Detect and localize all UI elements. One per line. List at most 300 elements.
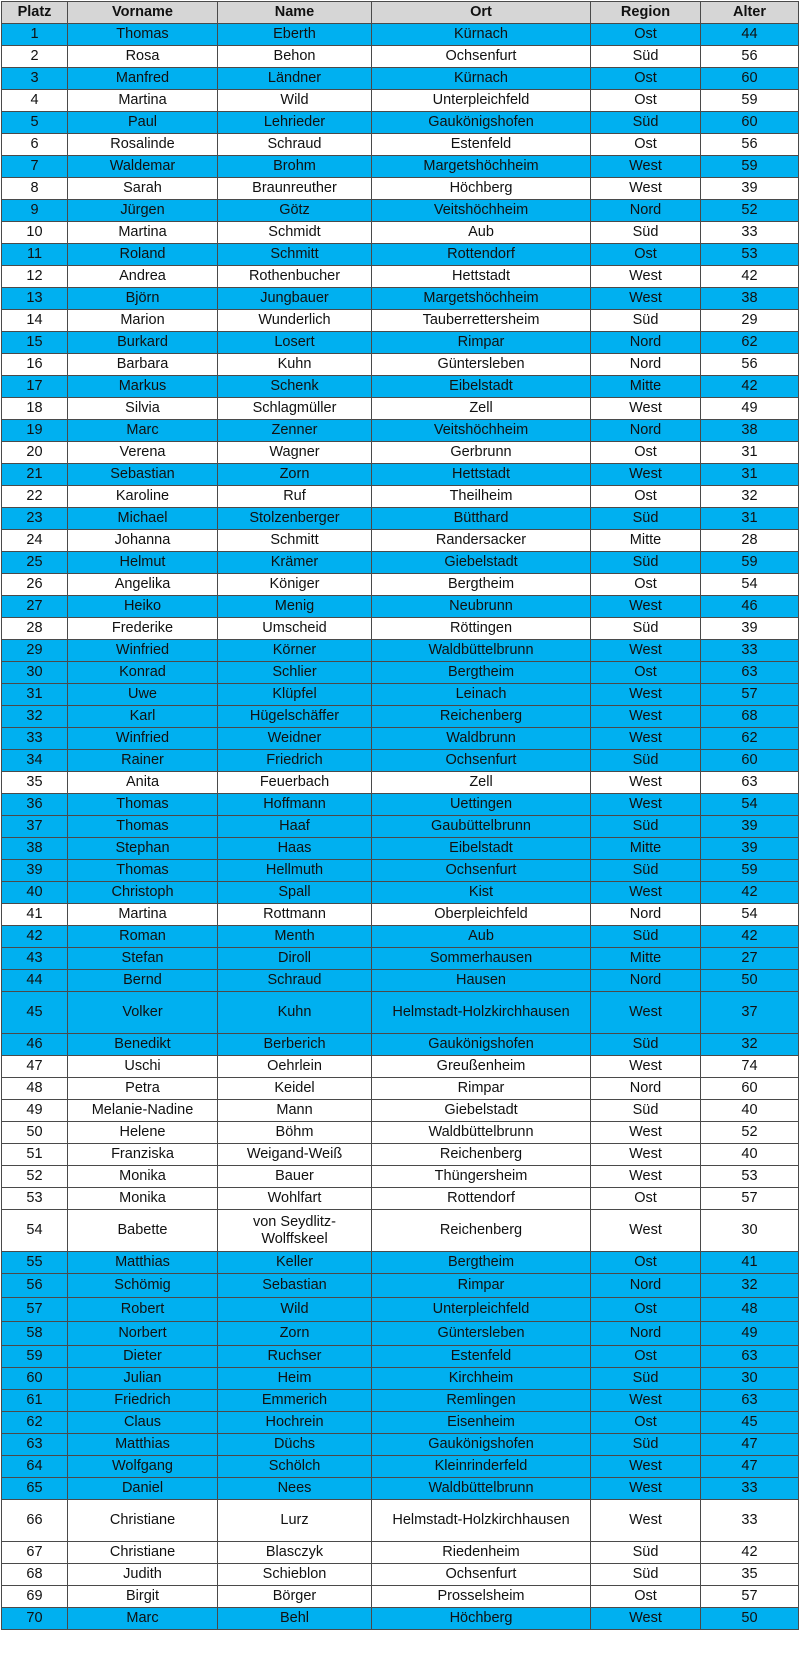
cell-platz[interactable]: 26 [2,574,68,596]
cell-region[interactable]: Nord [591,1322,701,1346]
cell-alter[interactable]: 30 [701,1368,799,1390]
cell-name[interactable]: Zorn [218,464,372,486]
cell-name[interactable]: Rottmann [218,904,372,926]
cell-vorname[interactable]: Petra [68,1078,218,1100]
cell-region[interactable]: West [591,1390,701,1412]
cell-alter[interactable]: 60 [701,68,799,90]
cell-platz[interactable]: 37 [2,816,68,838]
cell-name[interactable]: Schraud [218,970,372,992]
cell-name[interactable]: Eberth [218,24,372,46]
cell-platz[interactable]: 21 [2,464,68,486]
cell-platz[interactable]: 47 [2,1056,68,1078]
cell-ort[interactable]: Riedenheim [372,1542,591,1564]
cell-name[interactable]: Götz [218,200,372,222]
cell-platz[interactable]: 18 [2,398,68,420]
cell-ort[interactable]: Gaukönigshofen [372,112,591,134]
cell-vorname[interactable]: Melanie-Nadine [68,1100,218,1122]
cell-vorname[interactable]: Silvia [68,398,218,420]
cell-name[interactable]: Umscheid [218,618,372,640]
cell-alter[interactable]: 40 [701,1100,799,1122]
cell-region[interactable]: West [591,882,701,904]
cell-vorname[interactable]: Anita [68,772,218,794]
cell-platz[interactable]: 27 [2,596,68,618]
cell-vorname[interactable]: Karl [68,706,218,728]
cell-region[interactable]: Nord [591,1274,701,1298]
cell-name[interactable]: Brohm [218,156,372,178]
cell-name[interactable]: Feuerbach [218,772,372,794]
cell-alter[interactable]: 62 [701,332,799,354]
cell-vorname[interactable]: Stephan [68,838,218,860]
cell-ort[interactable]: Ochsenfurt [372,1564,591,1586]
cell-region[interactable]: Ost [591,134,701,156]
cell-alter[interactable]: 52 [701,1122,799,1144]
cell-region[interactable]: Ost [591,1252,701,1274]
cell-vorname[interactable]: Marion [68,310,218,332]
cell-alter[interactable]: 56 [701,134,799,156]
cell-ort[interactable]: Estenfeld [372,1346,591,1368]
header-vorname[interactable]: Vorname [68,2,218,24]
cell-platz[interactable]: 7 [2,156,68,178]
cell-platz[interactable]: 38 [2,838,68,860]
cell-alter[interactable]: 39 [701,618,799,640]
cell-vorname[interactable]: Martina [68,222,218,244]
cell-alter[interactable]: 32 [701,1034,799,1056]
cell-ort[interactable]: Ochsenfurt [372,46,591,68]
cell-ort[interactable]: Greußenheim [372,1056,591,1078]
cell-platz[interactable]: 56 [2,1274,68,1298]
cell-name[interactable]: Hochrein [218,1412,372,1434]
cell-vorname[interactable]: Rosalinde [68,134,218,156]
cell-platz[interactable]: 14 [2,310,68,332]
cell-vorname[interactable]: Uschi [68,1056,218,1078]
cell-platz[interactable]: 49 [2,1100,68,1122]
cell-name[interactable]: Hoffmann [218,794,372,816]
cell-platz[interactable]: 32 [2,706,68,728]
cell-name[interactable]: Schenk [218,376,372,398]
cell-ort[interactable]: Oberpleichfeld [372,904,591,926]
cell-region[interactable]: West [591,596,701,618]
cell-ort[interactable]: Kist [372,882,591,904]
cell-vorname[interactable]: Wolfgang [68,1456,218,1478]
cell-vorname[interactable]: Benedikt [68,1034,218,1056]
cell-vorname[interactable]: Markus [68,376,218,398]
cell-ort[interactable]: Sommerhausen [372,948,591,970]
cell-ort[interactable]: Eibelstadt [372,838,591,860]
cell-region[interactable]: Ost [591,574,701,596]
cell-name[interactable]: Zenner [218,420,372,442]
cell-name[interactable]: Hellmuth [218,860,372,882]
cell-alter[interactable]: 57 [701,1188,799,1210]
cell-vorname[interactable]: Winfried [68,640,218,662]
cell-name[interactable]: Böhm [218,1122,372,1144]
cell-platz[interactable]: 39 [2,860,68,882]
cell-alter[interactable]: 59 [701,156,799,178]
cell-vorname[interactable]: Schömig [68,1274,218,1298]
cell-alter[interactable]: 46 [701,596,799,618]
cell-alter[interactable]: 56 [701,46,799,68]
cell-alter[interactable]: 39 [701,178,799,200]
cell-region[interactable]: Ost [591,1586,701,1608]
cell-alter[interactable]: 53 [701,1166,799,1188]
cell-region[interactable]: West [591,794,701,816]
cell-region[interactable]: Ost [591,442,701,464]
cell-vorname[interactable]: Björn [68,288,218,310]
cell-ort[interactable]: Gaukönigshofen [372,1434,591,1456]
cell-vorname[interactable]: Monika [68,1188,218,1210]
cell-alter[interactable]: 37 [701,992,799,1034]
cell-vorname[interactable]: Martina [68,904,218,926]
cell-ort[interactable]: Röttingen [372,618,591,640]
cell-ort[interactable]: Zell [372,772,591,794]
cell-ort[interactable]: Margetshöchheim [372,156,591,178]
cell-vorname[interactable]: Norbert [68,1322,218,1346]
cell-platz[interactable]: 19 [2,420,68,442]
cell-alter[interactable]: 50 [701,1608,799,1630]
cell-alter[interactable]: 42 [701,882,799,904]
cell-ort[interactable]: Kirchheim [372,1368,591,1390]
cell-vorname[interactable]: Dieter [68,1346,218,1368]
cell-name[interactable]: Börger [218,1586,372,1608]
cell-alter[interactable]: 62 [701,728,799,750]
cell-alter[interactable]: 42 [701,926,799,948]
cell-region[interactable]: Ost [591,662,701,684]
cell-alter[interactable]: 27 [701,948,799,970]
cell-region[interactable]: West [591,1500,701,1542]
cell-platz[interactable]: 69 [2,1586,68,1608]
cell-region[interactable]: West [591,1478,701,1500]
cell-ort[interactable]: Rimpar [372,1078,591,1100]
cell-region[interactable]: Süd [591,816,701,838]
cell-platz[interactable]: 42 [2,926,68,948]
cell-alter[interactable]: 74 [701,1056,799,1078]
cell-alter[interactable]: 54 [701,794,799,816]
cell-platz[interactable]: 28 [2,618,68,640]
cell-region[interactable]: Süd [591,310,701,332]
cell-region[interactable]: West [591,1210,701,1252]
cell-vorname[interactable]: Burkard [68,332,218,354]
cell-name[interactable]: Ruchser [218,1346,372,1368]
cell-vorname[interactable]: Sebastian [68,464,218,486]
cell-ort[interactable]: Gerbrunn [372,442,591,464]
cell-platz[interactable]: 24 [2,530,68,552]
cell-alter[interactable]: 33 [701,640,799,662]
cell-vorname[interactable]: Waldemar [68,156,218,178]
cell-name[interactable]: Klüpfel [218,684,372,706]
cell-name[interactable]: Sebastian [218,1274,372,1298]
cell-region[interactable]: Ost [591,1298,701,1322]
cell-platz[interactable]: 54 [2,1210,68,1252]
cell-alter[interactable]: 53 [701,244,799,266]
cell-name[interactable]: Ruf [218,486,372,508]
cell-platz[interactable]: 23 [2,508,68,530]
cell-ort[interactable]: Waldbrunn [372,728,591,750]
cell-platz[interactable]: 50 [2,1122,68,1144]
cell-vorname[interactable]: Birgit [68,1586,218,1608]
cell-ort[interactable]: Höchberg [372,1608,591,1630]
cell-vorname[interactable]: Andrea [68,266,218,288]
cell-vorname[interactable]: Volker [68,992,218,1034]
cell-ort[interactable]: Kürnach [372,24,591,46]
cell-region[interactable]: West [591,1166,701,1188]
cell-ort[interactable]: Bergtheim [372,662,591,684]
cell-ort[interactable]: Bergtheim [372,1252,591,1274]
cell-vorname[interactable]: Matthias [68,1252,218,1274]
cell-region[interactable]: Mitte [591,376,701,398]
cell-ort[interactable]: Ochsenfurt [372,860,591,882]
cell-name[interactable]: Schieblon [218,1564,372,1586]
cell-region[interactable]: Nord [591,904,701,926]
cell-platz[interactable]: 9 [2,200,68,222]
cell-name[interactable]: Mann [218,1100,372,1122]
cell-name[interactable]: Bauer [218,1166,372,1188]
cell-vorname[interactable]: Stefan [68,948,218,970]
cell-name[interactable]: Menth [218,926,372,948]
cell-ort[interactable]: Waldbüttelbrunn [372,1478,591,1500]
cell-region[interactable]: Süd [591,1542,701,1564]
cell-vorname[interactable]: Thomas [68,24,218,46]
cell-name[interactable]: Keller [218,1252,372,1274]
cell-platz[interactable]: 25 [2,552,68,574]
cell-ort[interactable]: Helmstadt-Holzkirchhausen [372,1500,591,1542]
cell-alter[interactable]: 44 [701,24,799,46]
cell-alter[interactable]: 59 [701,860,799,882]
cell-vorname[interactable]: Angelika [68,574,218,596]
cell-region[interactable]: Ost [591,1188,701,1210]
cell-platz[interactable]: 5 [2,112,68,134]
cell-ort[interactable]: Randersacker [372,530,591,552]
cell-name[interactable]: Wild [218,1298,372,1322]
cell-alter[interactable]: 49 [701,398,799,420]
cell-vorname[interactable]: Uwe [68,684,218,706]
cell-platz[interactable]: 30 [2,662,68,684]
cell-ort[interactable]: Hettstadt [372,266,591,288]
cell-ort[interactable]: Zell [372,398,591,420]
cell-name[interactable]: Keidel [218,1078,372,1100]
cell-ort[interactable]: Eibelstadt [372,376,591,398]
cell-ort[interactable]: Waldbüttelbrunn [372,640,591,662]
cell-vorname[interactable]: Claus [68,1412,218,1434]
cell-name[interactable]: Kuhn [218,354,372,376]
cell-vorname[interactable]: Sarah [68,178,218,200]
cell-platz[interactable]: 43 [2,948,68,970]
cell-vorname[interactable]: Manfred [68,68,218,90]
cell-name[interactable]: Zorn [218,1322,372,1346]
cell-name[interactable]: Losert [218,332,372,354]
cell-ort[interactable]: Tauberrettersheim [372,310,591,332]
cell-vorname[interactable]: Bernd [68,970,218,992]
cell-vorname[interactable]: Christiane [68,1542,218,1564]
cell-vorname[interactable]: Roman [68,926,218,948]
cell-vorname[interactable]: Franziska [68,1144,218,1166]
cell-platz[interactable]: 3 [2,68,68,90]
cell-region[interactable]: West [591,728,701,750]
cell-platz[interactable]: 15 [2,332,68,354]
cell-alter[interactable]: 47 [701,1434,799,1456]
cell-name[interactable]: Menig [218,596,372,618]
cell-name[interactable]: Schraud [218,134,372,156]
cell-name[interactable]: Hügelschäffer [218,706,372,728]
cell-region[interactable]: Süd [591,112,701,134]
cell-ort[interactable]: Höchberg [372,178,591,200]
cell-ort[interactable]: Leinach [372,684,591,706]
cell-vorname[interactable]: Christiane [68,1500,218,1542]
cell-alter[interactable]: 59 [701,552,799,574]
cell-vorname[interactable]: Barbara [68,354,218,376]
cell-region[interactable]: Süd [591,926,701,948]
cell-ort[interactable]: Bütthard [372,508,591,530]
cell-vorname[interactable]: Thomas [68,794,218,816]
cell-region[interactable]: West [591,772,701,794]
cell-alter[interactable]: 49 [701,1322,799,1346]
cell-name[interactable]: Oehrlein [218,1056,372,1078]
cell-vorname[interactable]: Julian [68,1368,218,1390]
cell-alter[interactable]: 38 [701,420,799,442]
cell-alter[interactable]: 40 [701,1144,799,1166]
header-alter[interactable]: Alter [701,2,799,24]
cell-platz[interactable]: 52 [2,1166,68,1188]
cell-ort[interactable]: Reichenberg [372,1144,591,1166]
cell-name[interactable]: Nees [218,1478,372,1500]
cell-platz[interactable]: 8 [2,178,68,200]
cell-vorname[interactable]: Paul [68,112,218,134]
cell-alter[interactable]: 48 [701,1298,799,1322]
cell-region[interactable]: Süd [591,1368,701,1390]
cell-ort[interactable]: Rimpar [372,332,591,354]
cell-region[interactable]: West [591,1608,701,1630]
cell-name[interactable]: Schmidt [218,222,372,244]
cell-name[interactable]: Braunreuther [218,178,372,200]
cell-platz[interactable]: 10 [2,222,68,244]
cell-region[interactable]: Ost [591,1346,701,1368]
cell-name[interactable]: Wild [218,90,372,112]
cell-platz[interactable]: 57 [2,1298,68,1322]
cell-vorname[interactable]: Thomas [68,860,218,882]
cell-region[interactable]: Süd [591,1564,701,1586]
cell-region[interactable]: Ost [591,68,701,90]
cell-ort[interactable]: Gaubüttelbrunn [372,816,591,838]
cell-region[interactable]: West [591,288,701,310]
cell-alter[interactable]: 63 [701,1390,799,1412]
cell-platz[interactable]: 65 [2,1478,68,1500]
cell-ort[interactable]: Estenfeld [372,134,591,156]
cell-region[interactable]: West [591,640,701,662]
cell-region[interactable]: Süd [591,750,701,772]
cell-alter[interactable]: 59 [701,90,799,112]
cell-platz[interactable]: 63 [2,1434,68,1456]
cell-name[interactable]: Düchs [218,1434,372,1456]
cell-vorname[interactable]: Konrad [68,662,218,684]
cell-platz[interactable]: 17 [2,376,68,398]
cell-platz[interactable]: 60 [2,1368,68,1390]
cell-region[interactable]: Süd [591,618,701,640]
cell-alter[interactable]: 31 [701,442,799,464]
cell-region[interactable]: Nord [591,970,701,992]
cell-vorname[interactable]: Verena [68,442,218,464]
cell-region[interactable]: West [591,684,701,706]
cell-region[interactable]: Mitte [591,530,701,552]
cell-vorname[interactable]: Michael [68,508,218,530]
cell-vorname[interactable]: Friedrich [68,1390,218,1412]
cell-alter[interactable]: 54 [701,574,799,596]
cell-platz[interactable]: 11 [2,244,68,266]
cell-ort[interactable]: Remlingen [372,1390,591,1412]
cell-platz[interactable]: 45 [2,992,68,1034]
header-ort[interactable]: Ort [372,2,591,24]
cell-alter[interactable]: 52 [701,200,799,222]
cell-ort[interactable]: Prosselsheim [372,1586,591,1608]
cell-vorname[interactable]: Judith [68,1564,218,1586]
cell-ort[interactable]: Rimpar [372,1274,591,1298]
cell-platz[interactable]: 22 [2,486,68,508]
cell-platz[interactable]: 68 [2,1564,68,1586]
cell-alter[interactable]: 42 [701,1542,799,1564]
cell-ort[interactable]: Reichenberg [372,1210,591,1252]
cell-platz[interactable]: 35 [2,772,68,794]
cell-region[interactable]: Mitte [591,838,701,860]
cell-vorname[interactable]: Helene [68,1122,218,1144]
header-platz[interactable]: Platz [2,2,68,24]
cell-ort[interactable]: Gaukönigshofen [372,1034,591,1056]
cell-region[interactable]: Ost [591,244,701,266]
cell-platz[interactable]: 53 [2,1188,68,1210]
cell-ort[interactable]: Ochsenfurt [372,750,591,772]
cell-alter[interactable]: 54 [701,904,799,926]
cell-name[interactable]: Friedrich [218,750,372,772]
cell-region[interactable]: Nord [591,354,701,376]
cell-region[interactable]: Mitte [591,948,701,970]
cell-region[interactable]: Nord [591,420,701,442]
cell-ort[interactable]: Güntersleben [372,354,591,376]
cell-platz[interactable]: 46 [2,1034,68,1056]
cell-region[interactable]: Nord [591,1078,701,1100]
cell-vorname[interactable]: Martina [68,90,218,112]
cell-vorname[interactable]: Marc [68,1608,218,1630]
cell-name[interactable]: Jungbauer [218,288,372,310]
cell-platz[interactable]: 55 [2,1252,68,1274]
cell-vorname[interactable]: Rainer [68,750,218,772]
cell-name[interactable]: Emmerich [218,1390,372,1412]
cell-alter[interactable]: 42 [701,376,799,398]
header-name[interactable]: Name [218,2,372,24]
cell-region[interactable]: Ost [591,24,701,46]
cell-vorname[interactable]: Marc [68,420,218,442]
cell-platz[interactable]: 70 [2,1608,68,1630]
cell-name[interactable]: Wohlfart [218,1188,372,1210]
cell-vorname[interactable]: Robert [68,1298,218,1322]
cell-alter[interactable]: 33 [701,1478,799,1500]
cell-platz[interactable]: 33 [2,728,68,750]
cell-name[interactable]: Schlier [218,662,372,684]
cell-name[interactable]: Königer [218,574,372,596]
cell-alter[interactable]: 31 [701,508,799,530]
cell-name[interactable]: Behon [218,46,372,68]
cell-platz[interactable]: 59 [2,1346,68,1368]
cell-ort[interactable]: Giebelstadt [372,552,591,574]
cell-platz[interactable]: 4 [2,90,68,112]
cell-alter[interactable]: 32 [701,486,799,508]
cell-platz[interactable]: 61 [2,1390,68,1412]
cell-name[interactable]: Schmitt [218,244,372,266]
cell-region[interactable]: Süd [591,508,701,530]
cell-name[interactable]: Krämer [218,552,372,574]
cell-alter[interactable]: 47 [701,1456,799,1478]
cell-name[interactable]: Rothenbucher [218,266,372,288]
cell-region[interactable]: Süd [591,1034,701,1056]
cell-alter[interactable]: 39 [701,816,799,838]
cell-vorname[interactable]: Rosa [68,46,218,68]
cell-region[interactable]: West [591,156,701,178]
cell-alter[interactable]: 60 [701,750,799,772]
